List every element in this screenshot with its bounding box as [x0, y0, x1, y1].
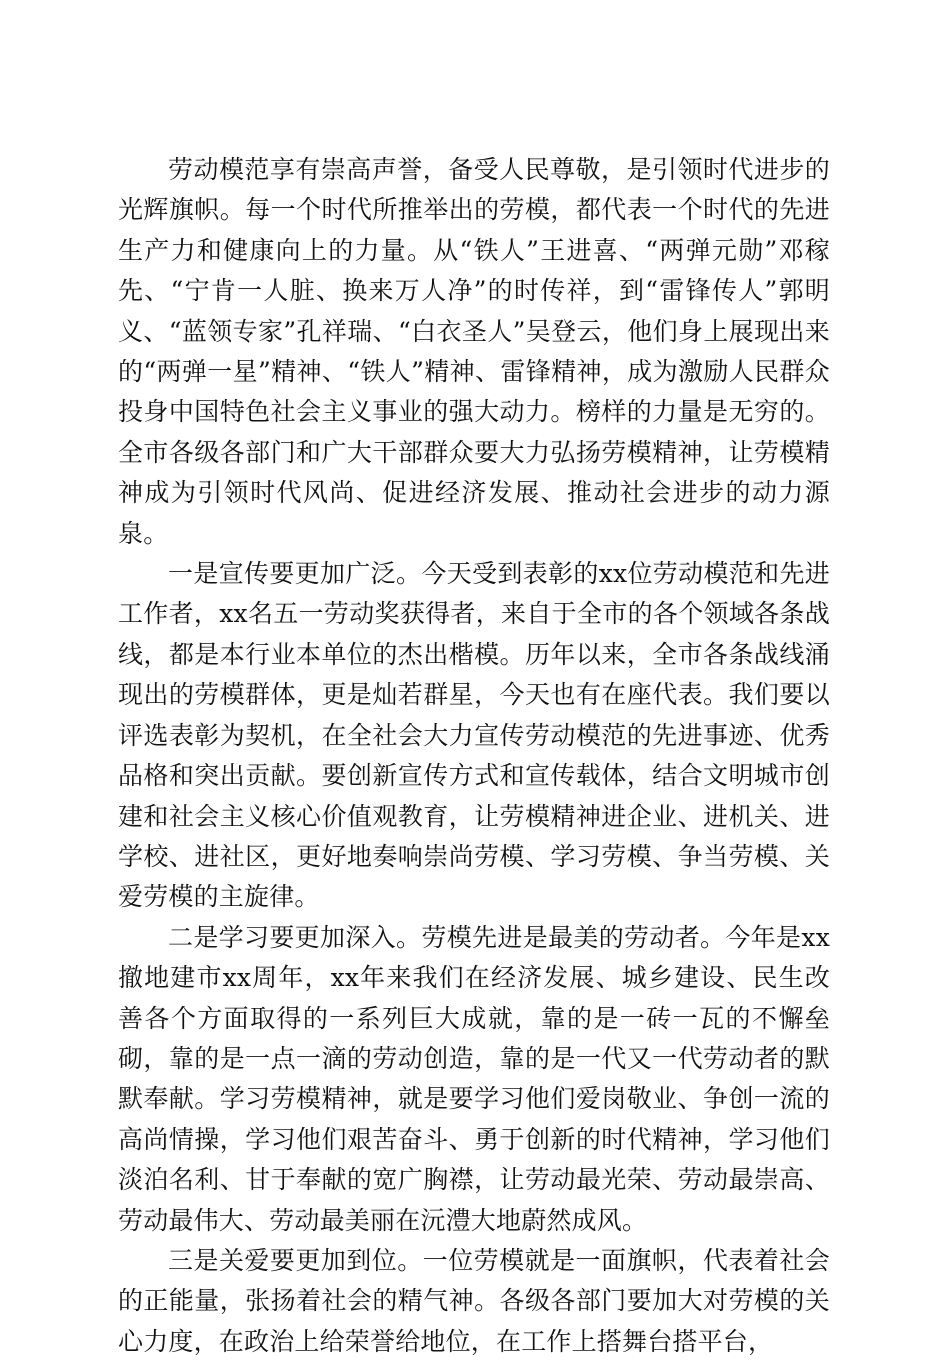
- document-body: [118, 150, 830, 1362]
- paragraph-intro: 劳动模范享有崇高声誉，备受人民尊敬，是引领时代进步的光辉旗帜。每一个时代所推举出的劳模，都代表一个时代的先进生产力和健康向上的力量。从“铁人”王进喜、“两弹元勋”邓稼先、“宁肯一人脏、换来万人净”的时传祥，到“雷锋传人”郭明义、“蓝领专家”孔祥瑞、“白衣圣人”吴登云，他们身上展现出来的“两弹一星”精神、“铁人”精神、雷锋精神，成为激励人民群众投身中国特色社会主义事业的强大动力。榜样的力量是无穷的。全市各级各部门和广大干部群众要大力弘扬劳模精神，让劳模精神成为引领时代风尚、促进经济发展、推动社会进步的动力源泉。: [118, 155, 830, 548]
- paragraph-learning: 二是学习要更加深入。劳模先进是最美的劳动者。今年是xx撤地建市xx周年，xx年来我们在经济发展、城乡建设、民生改善各个方面取得的一系列巨大成就，靠的是一砖一瓦的不懈垒砌，靠的是一点一滴的劳动创造，靠的是一代又一代劳动者的默默奉献。学习劳模精神，就是要学习他们爱岗敬业、争创一流的高尚情操，学习他们艰苦奋斗、勇于创新的时代精神，学习他们淡泊名利、甘于奉献的宽广胸襟，让劳动最光荣、劳动最崇高、劳动最伟大、劳动最美丽在沅澧大地蔚然成风。: [118, 922, 830, 1235]
- paragraph-care: 三是关爱要更加到位。一位劳模就是一面旗帜，代表着社会的正能量，张扬着社会的精气神。各级各部门要加大对劳模的关心力度，在政治上给荣誉给地位，在工作上搭舞台搭平台，: [118, 1245, 830, 1356]
- paragraph-publicity: 一是宣传要更加广泛。今天受到表彰的xx位劳动模范和先进工作者，xx名五一劳动奖获得者，来自于全市的各个领域各条战线，都是本行业本单位的杰出楷模。历年以来，全市各条战线涌现出的劳模群体，更是灿若群星，今天也有在座代表。我们要以评选表彰为契机，在全社会大力宣传劳动模范的先进事迹、优秀品格和突出贡献。要创新宣传方式和宣传载体，结合文明城市创建和社会主义核心价值观教育，让劳模精神进企业、进机关、进学校、进社区，更好地奏响崇尚劳模、学习劳模、争当劳模、关爱劳模的主旋律。: [118, 559, 830, 912]
